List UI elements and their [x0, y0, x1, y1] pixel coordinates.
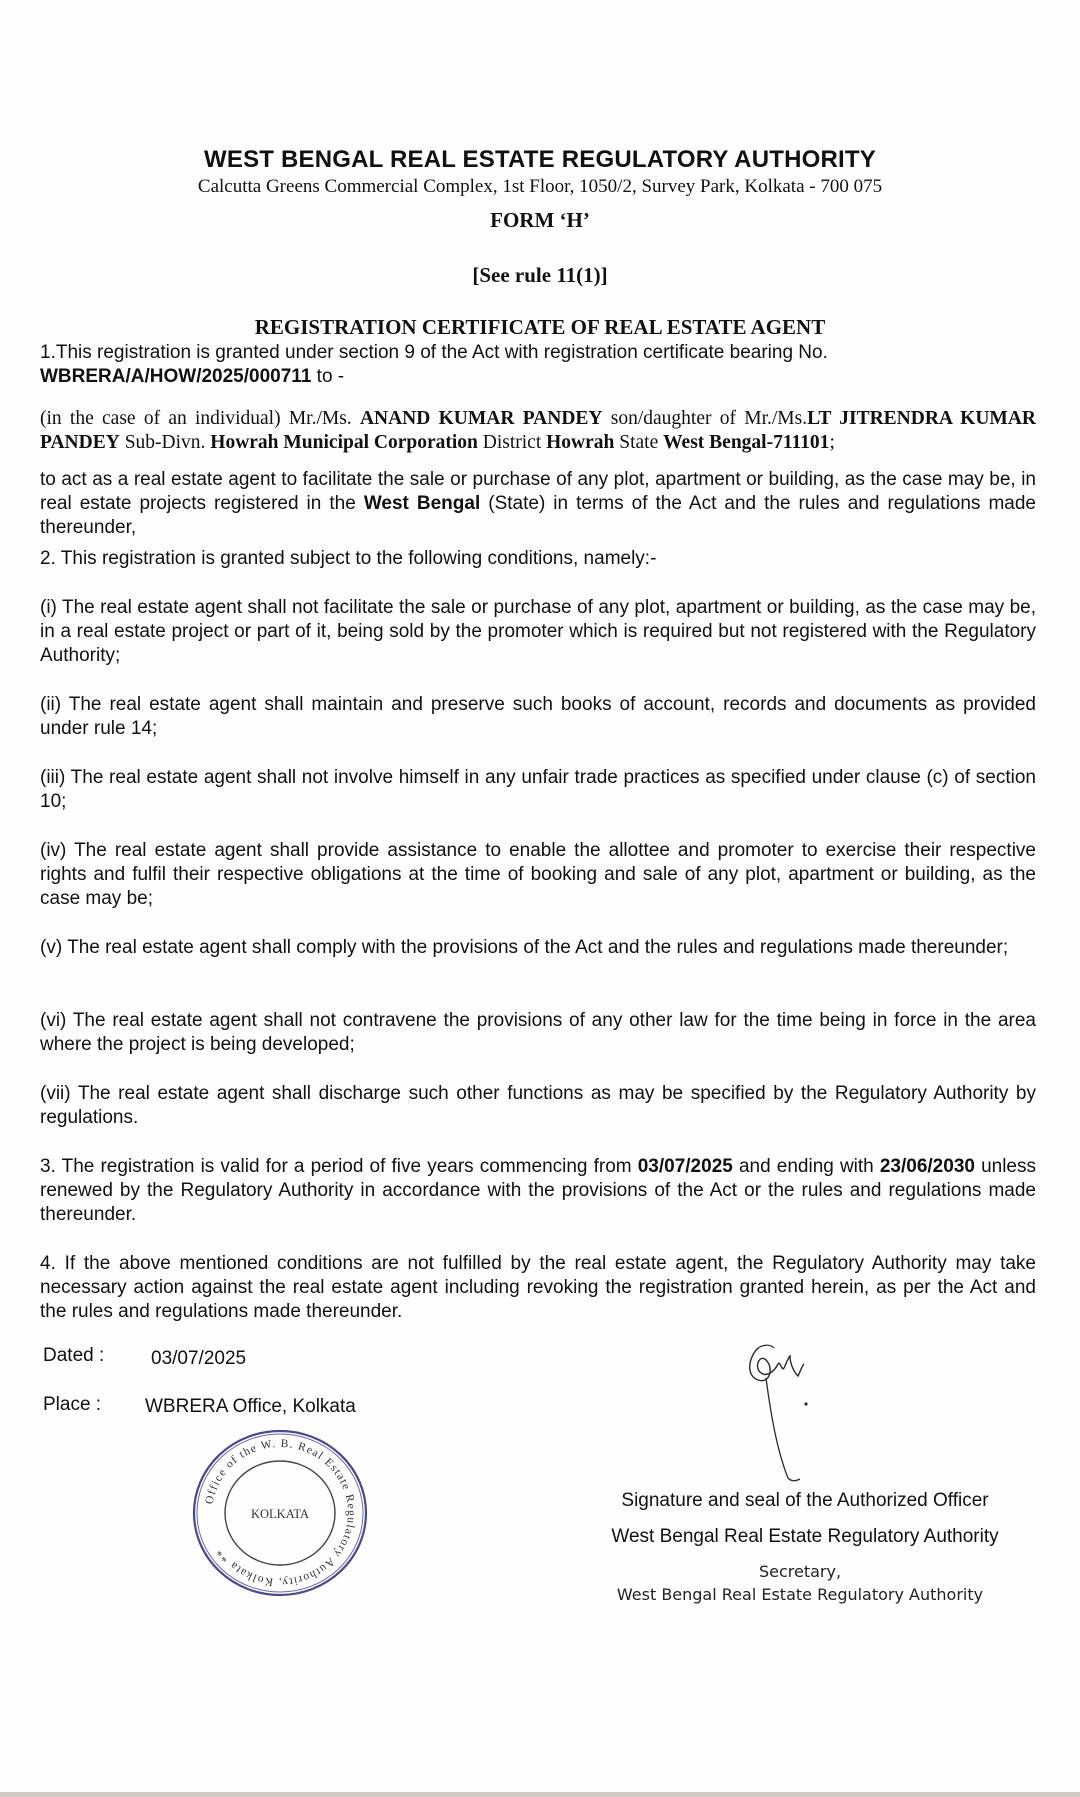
subdivision: Howrah Municipal Corporation	[210, 432, 478, 453]
condition-i: (i) The real estate agent shall not facilitate the sale or purchase of any plot, apartment or building, as the case may be, in a real estate project or part of it, being sold by the promoter which is required but not registered with the Regulatory Authority;	[40, 597, 1036, 666]
secretary-title: Secretary,	[758, 1562, 842, 1581]
validity-text-b: and ending with	[732, 1156, 880, 1177]
seal-center-text: KOLKATA	[250, 1507, 310, 1521]
certificate-title: REGISTRATION CERTIFICATE OF REAL ESTATE AGENT	[254, 315, 826, 339]
authority-address: Calcutta Greens Commercial Complex, 1st Floor, 1050/2, Survey Park, Kolkata - 700 075	[197, 176, 883, 197]
district: Howrah	[546, 432, 615, 453]
validity-end-date: 23/06/2030	[879, 1156, 975, 1177]
signature-authority: West Bengal Real Estate Regulatory Authority	[611, 1526, 999, 1547]
punctuation: ;	[829, 432, 835, 453]
purpose-text-a: to act as a real estate agent to facilitate the sale or purchase of any plot, apartment or building, as the case may be, in real estate projects registered in the	[40, 469, 1036, 514]
purpose-text-b: (State) in terms of the Act and the rules and regulations made thereunder,	[40, 493, 1036, 538]
official-seal-icon	[191, 1428, 369, 1598]
validity-text-a: 3. The registration is valid for a period of five years commencing from	[40, 1156, 638, 1177]
validity-start-date: 03/07/2025	[637, 1156, 733, 1177]
registration-to: to -	[311, 366, 345, 387]
authority-title: WEST BENGAL REAL ESTATE REGULATORY AUTHORITY	[204, 146, 876, 173]
relation-label: son/daughter of Mr./Ms.	[602, 408, 808, 429]
district-label: District	[477, 432, 547, 453]
form-label: FORM ‘H’	[490, 208, 590, 232]
individual-prefix: (in the case of an individual) Mr./Ms.	[40, 408, 360, 429]
condition-vii: (vii) The real estate agent shall discharge such other functions as may be specified by the Regulatory Authority by regulations.	[40, 1083, 1036, 1128]
clause-1-intro	[40, 341, 1036, 389]
validity-text-c: unless renewed by the Regulatory Authority in accordance with the provisions of the Act or the rules and regulations made thereunder.	[40, 1156, 1036, 1225]
condition-v: (v) The real estate agent shall comply with the provisions of the Act and the rules and regulations made thereunder;	[40, 937, 1009, 958]
condition-iii: (iii) The real estate agent shall not involve himself in any unfair trade practices as specified under clause (c) of section 10;	[40, 767, 1036, 812]
rule-reference: [See rule 11(1)]	[472, 263, 608, 287]
place-value: WBRERA Office, Kolkata	[145, 1396, 356, 1417]
clause-1-intro-text: 1.This registration is granted under section 9 of the Act with registration certificate bearing No.	[40, 342, 828, 363]
clause-4-revocation: 4. If the above mentioned conditions are not fulfilled by the real estate agent, the Regulatory Authority may take necessary action against the real estate agent including revoking the registration granted herein, as per the Act and the rules and regulations made thereunder.	[40, 1253, 1036, 1322]
secretary-organization: West Bengal Real Estate Regulatory Authority	[616, 1585, 984, 1604]
condition-vi: (vi) The real estate agent shall not contravene the provisions of any other law for the time being in force in the area where the project is being developed;	[40, 1010, 1036, 1055]
bottom-edge-bar	[0, 1792, 1080, 1797]
signature-icon	[740, 1338, 830, 1483]
clause-2-intro: 2. This registration is granted subject to the following conditions, namely:-	[40, 548, 657, 569]
dated-value: 03/07/2025	[151, 1348, 247, 1369]
subdivn-label: Sub-Divn.	[119, 432, 211, 453]
condition-ii: (ii) The real estate agent shall maintain and preserve such books of account, records and documents as provided under rule 14;	[40, 694, 1036, 739]
signature-caption: Signature and seal of the Authorized Officer	[621, 1490, 989, 1511]
condition-iv: (iv) The real estate agent shall provide assistance to enable the allottee and promoter to exercise their respective rights and fulfil their respective obligations at the time of booking and sale of any plot, apartment or building, as the case may be;	[40, 840, 1036, 909]
purpose-state: West Bengal	[363, 493, 481, 514]
seal-outer-text: Office of the W. B. Real Estate Regulatory Authority, Kolkata **	[203, 1437, 358, 1589]
clause-3-validity	[40, 1155, 1036, 1227]
agent-name: ANAND KUMAR PANDEY	[359, 408, 603, 429]
parent-name: LT JITRENDRA KUMAR PANDEY	[40, 408, 1037, 453]
state: West Bengal-711101	[663, 432, 830, 453]
registration-number: WBRERA/A/HOW/2025/000711	[40, 366, 312, 387]
place-label: Place :	[43, 1394, 102, 1415]
agent-details	[40, 407, 1036, 455]
state-label: State	[614, 432, 664, 453]
dated-label: Dated :	[43, 1345, 105, 1366]
agent-purpose	[40, 468, 1036, 540]
